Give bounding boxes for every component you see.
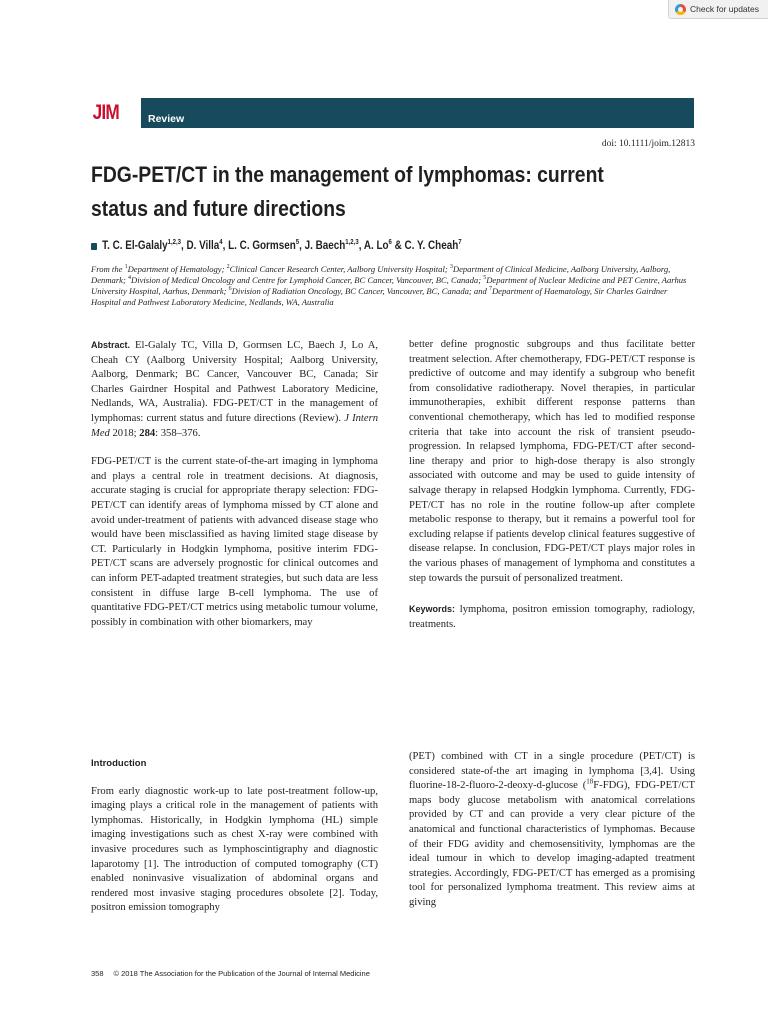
affiliation-text: Division of Radiation Oncology, BC Cancer, Vancouver, BC, Canada; and	[231, 286, 489, 296]
author-name: C. Y. Cheah	[404, 240, 459, 252]
affiliation-text: Clinical Cancer Research Center, Aalborg University Hospital;	[229, 264, 450, 274]
introduction-text-left: From early diagnostic work-up to late post-treatment follow-up, imaging plays a critical role in the management of patients with lymphomas. Historically, in Hodgkin lymphoma (HL) simple imaging investigations such as chest X-ray were combined with invasive procedures such as lymphoscintigraphy and diagnostic laparotomy [1]. The introduction of computed tomography (CT) enabled noninvasive visualization of abdominal organs and rendered most invasive staging procedures obsolete [2]. Today, positron emission tomography	[91, 785, 378, 914]
affiliation-prefix: From the	[91, 264, 125, 274]
section-label: Review	[148, 113, 185, 125]
introduction-text-right-b: F-FDG), FDG-PET/CT maps body glucose metabolism with anatomical correlations provided by CT and can provide a very clear picture of the anatomical and functional characteristics of lymphomas. Because of their FDG avidity and chemosensitivity, lymphomas are the ideal tumour in which to develop imaging-adapted treatment strategies. Accordingly, FDG-PET/CT has emerged as a promising tool for personalized lymphoma treatment. This review aims at giving	[409, 780, 695, 908]
section-bar	[141, 98, 694, 128]
author-name: J. Baech	[304, 240, 346, 252]
author-name: L. C. Gormsen	[228, 240, 296, 252]
author-separator: ,	[358, 240, 364, 252]
abstract-body-right: better define prognostic subgroups and thus facilitate better treatment selection. After chemotherapy, FDG-PET/CT response is predictive of outcome and may identify a subgroup who benefit from consolidative radiotherapy. Novel therapies, in particular immunotherapies, exhibit different response patterns than conventional chemotherapy, which has led to modified response criteria that take into account the risk of transient pseudo-progression. In relapsed lymphoma, FDG-PET/CT after second-line therapy and prior to high-dose therapy is also strongly associated with outcome and may be used to guide intensity of salvage therapy in relapsed Hodgkin lymphoma. Currently, FDG-PET/CT has no role in the routine follow-up after complete metabolic response to therapy, but it remains a powerful tool for excluding relapse if patients develop clinical features suggestive of disease relapse. In conclusion, FDG-PET/CT plays major roles in the various phases of management of lymphoma and constitutes a step towards the pursuit of personalized treatment.	[409, 339, 695, 584]
affiliation-number: 6	[228, 286, 232, 293]
journal-masthead	[91, 98, 694, 128]
introduction-heading: Introduction	[91, 758, 147, 769]
title-line-1: FDG-PET/CT in the management of lymphomas: current	[91, 162, 604, 187]
author-name: D. Villa	[186, 240, 220, 252]
affiliation-number: 1	[124, 264, 128, 271]
abstract-citation-text: El-Galaly TC, Villa D, Gormsen LC, Baech J, Lo A, Cheah CY (Aalborg University Hospital; Aalborg University, Aalborg, Denmark; BC Cancer, Vancouver BC, Canada; Sir Charles Gairdner Hospital and Pathwest Laboratory Medicine, Nedlands, WA, Australia). FDG-PET/CT in the management of lymphomas: current status and future directions (Review).	[91, 340, 378, 424]
affiliation-text: Division of Medical Oncology and Centre for Lymphoid Cancer, BC Cancer, Vancouver, BC, Canada;	[131, 275, 484, 285]
doi[interactable]: doi: 10.1111/joim.12813	[601, 139, 695, 149]
authors-line	[102, 240, 461, 252]
introduction-text-right	[409, 750, 695, 911]
introduction-column-right	[409, 750, 695, 911]
author-affiliation-sup: 1,2,3	[345, 239, 359, 247]
affiliation-text: Department of Hematology;	[127, 264, 227, 274]
journal-logo: JIM	[92, 101, 119, 124]
affiliation-number: 2	[226, 264, 230, 271]
author-separator: &	[391, 240, 405, 252]
author-name: T. C. El-Galaly	[102, 240, 168, 252]
author-separator: ,	[222, 240, 229, 252]
author-affiliation-sup: 7	[458, 239, 462, 247]
crossmark-icon	[675, 4, 686, 15]
isotope-superscript: 18	[586, 777, 594, 786]
copyright: © 2018 The Association for the Publication of the Journal of Internal Medicine	[113, 969, 370, 978]
affiliation-text: Department of Clinical Medicine, Aalborg University, Aalborg, Denmark;	[91, 264, 671, 285]
abstract-body-left: FDG-PET/CT is the current state-of-the-art imaging in lymphoma and plays a central role in treatment decisions. At diagnosis, accurate staging is crucial for appropriate therapy selection: FDG-PET/CT can identify areas of lymphoma missed by CT alone and avoid under-treatment of patients with advanced disease stage who would have been misclassified as having limited stage disease by CT. Particularly in Hodgkin lymphoma, positive interim FDG-PET/CT scans are adversely prognostic for clinical outcomes and can inform PET-adapted treatment strategies, but such data are less consistent in diffuse large B-cell lymphoma. The use of quantitative FDG-PET/CT metrics using metabolic tumour volume, possibly in combination with other biomarkers, may	[91, 456, 378, 628]
affiliation-number: 5	[483, 275, 487, 282]
author-list	[91, 240, 693, 252]
author-affiliation-sup: 4	[219, 239, 223, 247]
title-line-2: status and future directions	[91, 196, 346, 221]
affiliation-number: 4	[128, 275, 131, 282]
affiliation-text: Department of Nuclear Medicine and PET Centre, Aarhus University Hospital, Aarhus, Denmark;	[91, 275, 687, 296]
abstract-volume: 284	[139, 427, 156, 439]
affiliation-number: 7	[488, 286, 492, 293]
keywords-label: Keywords:	[409, 604, 456, 615]
author-affiliation-sup: 5	[295, 239, 300, 247]
abstract-year: 2018;	[109, 427, 140, 439]
author-affiliation-sup: 6	[388, 239, 392, 247]
keywords-text: lymphoma, positron emission tomography, radiology, treatments.	[409, 604, 695, 630]
abstract-column-right	[409, 338, 695, 632]
author-affiliation-sup: 1,2,3	[167, 239, 181, 247]
abstract-pages: : 358–376.	[155, 427, 201, 439]
article-title	[91, 158, 693, 226]
author-separator: ,	[180, 240, 187, 252]
affiliation-number: 3	[449, 264, 453, 271]
introduction-text-right-a: (PET) combined with CT in a single procedure (PET/CT) is considered state-of-the art imaging in lymphoma [3,4]. Using fluorine-18-2-fluoro-2-deoxy-d-glucose (	[409, 751, 695, 792]
check-for-updates-label: Check for updates	[690, 4, 759, 14]
check-for-updates-badge[interactable]	[668, 0, 768, 19]
keywords	[409, 602, 695, 632]
abstract-citation	[91, 338, 378, 441]
affiliation-text: Department of Haematology, Sir Charles Gairdner Hospital and Pathwest Laboratory Medicine, Nedlands, WA, Australia	[91, 286, 668, 307]
abstract-label: Abstract.	[91, 340, 131, 350]
page-footer	[91, 969, 370, 978]
author-separator: ,	[299, 240, 305, 252]
abstract-journal: J Intern Med	[91, 412, 378, 439]
page-number: 358	[91, 969, 104, 978]
introduction-column-left	[91, 750, 378, 916]
affiliations	[91, 264, 695, 308]
abstract-column-left	[91, 338, 378, 644]
author-bullet-icon	[91, 243, 97, 250]
author-name: A. Lo	[363, 240, 389, 252]
